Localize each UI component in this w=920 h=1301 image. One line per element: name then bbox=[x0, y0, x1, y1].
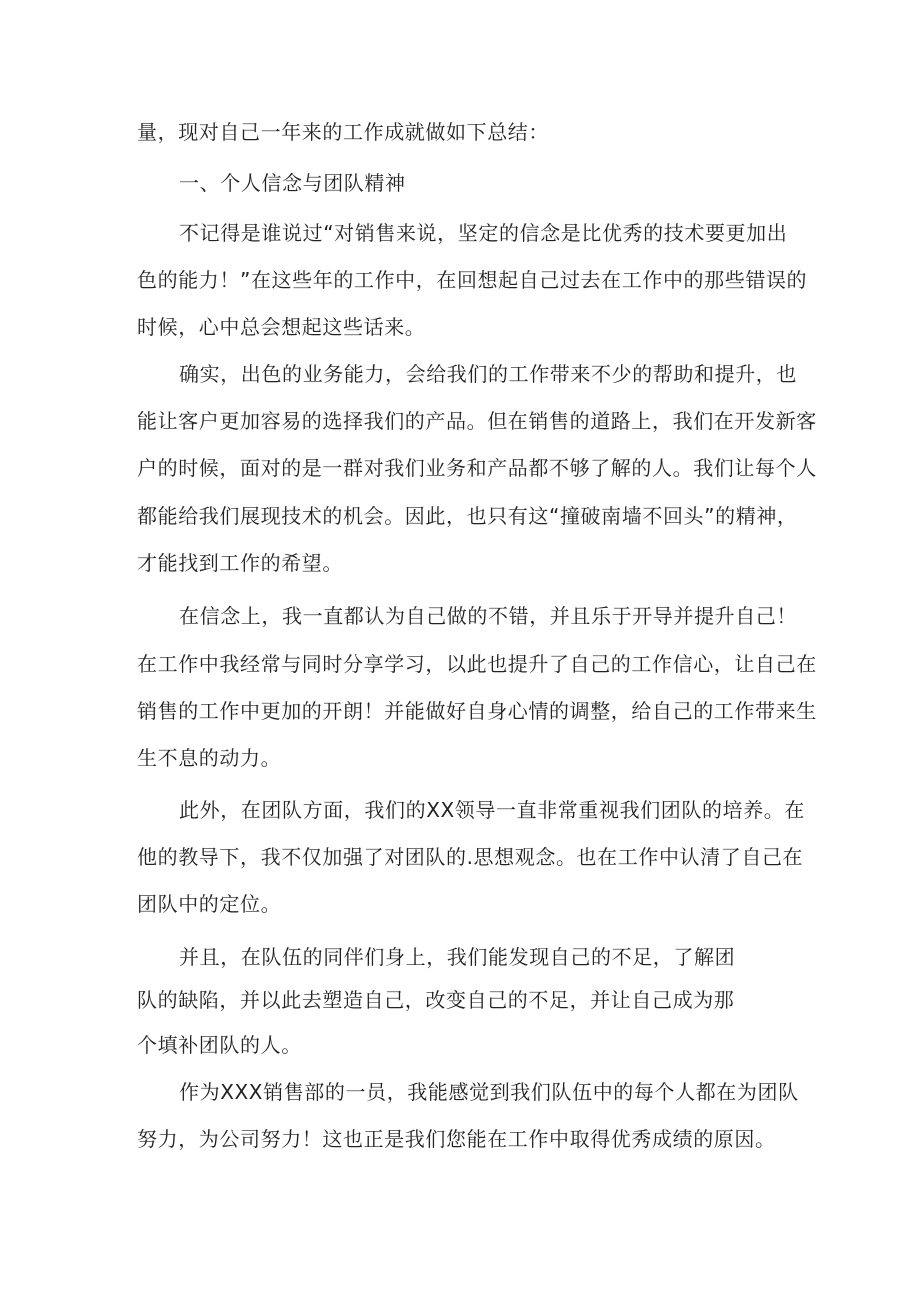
text-line: 户的时候，面对的是一群对我们业务和产品都不够了解的人。我们让每个人 bbox=[137, 456, 817, 480]
text-line: 此外，在团队方面，我们的XX领导一直非常重视我们团队的培养。在 bbox=[179, 798, 806, 822]
text-line: 确实，出色的业务能力，会给我们的工作带来不少的帮助和提升，也 bbox=[179, 362, 797, 386]
text-line: 都能给我们展现技术的机会。因此，也只有这“撞破南墙不回头”的精神， bbox=[137, 504, 798, 528]
text-line: 不记得是谁说过“对销售来说，坚定的信念是比优秀的技术要更加出 bbox=[179, 221, 788, 245]
text-line: 能让客户更加容易的选择我们的产品。但在销售的道路上，我们在开发新客 bbox=[137, 409, 817, 433]
text-line: 生不息的动力。 bbox=[137, 746, 282, 770]
text-line: 团队中的定位。 bbox=[137, 892, 282, 916]
text-line: 销售的工作中更加的开朗！并能做好自身心情的调整，给自己的工作带来生 bbox=[137, 699, 817, 723]
text-line: 他的教导下，我不仅加强了对团队的.思想观念。也在工作中认清了自己在 bbox=[137, 845, 804, 869]
text-line: 才能找到工作的希望。 bbox=[137, 551, 343, 575]
text-line: 色的能力！”在这些年的工作中，在回想起自己过去在工作中的那些错误的 bbox=[137, 268, 808, 292]
text-line: 在信念上，我一直都认为自己做的不错，并且乐于开导并提升自己！ bbox=[179, 604, 797, 628]
text-line: 并且，在队伍的同伴们身上，我们能发现自己的不足，了解团 bbox=[179, 945, 736, 969]
text-line: 努力，为公司努力！这也正是我们您能在工作中取得优秀成绩的原因。 bbox=[137, 1127, 776, 1151]
text-line: 量，现对自己一年来的工作成就做如下总结： bbox=[137, 120, 549, 144]
text-line: 队的缺陷，并以此去塑造自己，改变自己的不足，并让自己成为那 bbox=[137, 988, 735, 1012]
text-line: 在工作中我经常与同时分享学习，以此也提升了自己的工作信心，让自己在 bbox=[137, 652, 817, 676]
text-line: 个填补团队的人。 bbox=[137, 1033, 302, 1057]
text-line: 时候，心中总会想起这些话来。 bbox=[137, 315, 426, 339]
section-heading: 一、个人信念与团队精神 bbox=[179, 171, 406, 195]
text-line: 作为XXX销售部的一员，我能感觉到我们队伍中的每个人都在为团队 bbox=[179, 1080, 799, 1104]
